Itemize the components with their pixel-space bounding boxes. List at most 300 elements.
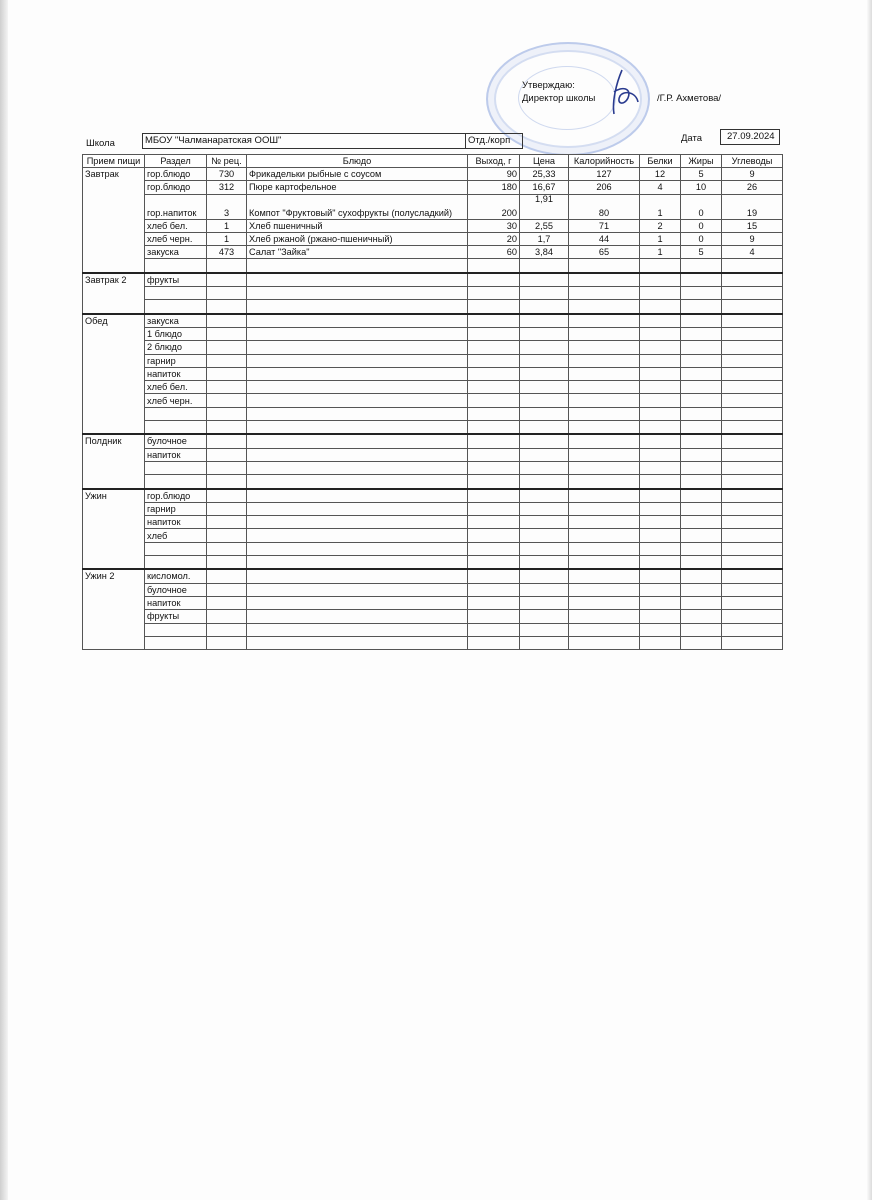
- cell-carbs: [722, 489, 783, 503]
- cell-price: [520, 381, 569, 394]
- cell-weight: [468, 354, 520, 367]
- cell-fat: 0: [681, 219, 722, 232]
- cell-protein: [640, 516, 681, 529]
- cell-recipe: [207, 475, 247, 489]
- meal-name: Ужин 2: [83, 569, 145, 649]
- cell-protein: 1: [640, 232, 681, 245]
- cell-recipe: [207, 569, 247, 583]
- cell-fat: [681, 287, 722, 300]
- cell-weight: [468, 407, 520, 420]
- cell-price: [520, 367, 569, 380]
- cell-fat: [681, 381, 722, 394]
- cell-weight: [468, 542, 520, 555]
- cell-empty: [520, 259, 569, 273]
- cell-kcal: [569, 273, 640, 287]
- cell-recipe: [207, 421, 247, 435]
- cell-carbs: [722, 367, 783, 380]
- cell-price: [520, 421, 569, 435]
- column-header: Жиры: [681, 155, 722, 168]
- cell-dish: [247, 596, 468, 609]
- cell-section: хлеб бел.: [145, 381, 207, 394]
- cell-weight: [468, 596, 520, 609]
- cell-carbs: [722, 273, 783, 287]
- cell-price: [520, 341, 569, 354]
- cell-dish: [247, 448, 468, 461]
- table-row: [83, 461, 783, 474]
- cell-fat: [681, 273, 722, 287]
- cell-kcal: [569, 489, 640, 503]
- cell-recipe: [207, 489, 247, 503]
- cell-kcal: [569, 529, 640, 542]
- cell-dish: [247, 354, 468, 367]
- cell-protein: [640, 610, 681, 623]
- cell-recipe: [207, 448, 247, 461]
- cell-price-value: 1,91: [535, 194, 553, 204]
- cell-fat: 0: [681, 194, 722, 219]
- cell-weight: [468, 529, 520, 542]
- cell-price: [520, 461, 569, 474]
- cell-weight: [468, 273, 520, 287]
- cell-dish: [247, 542, 468, 555]
- cell-recipe: [207, 381, 247, 394]
- table-row: [83, 556, 783, 570]
- cell-kcal: [569, 421, 640, 435]
- cell-protein: [640, 394, 681, 407]
- cell-protein: [640, 434, 681, 448]
- cell-section: 2 блюдо: [145, 341, 207, 354]
- cell-fat: [681, 489, 722, 503]
- cell-weight: [468, 381, 520, 394]
- cell-dish: Компот "Фруктовый" сухофрукты (полусладкий): [247, 194, 468, 219]
- cell-carbs: [722, 300, 783, 314]
- cell-recipe: [207, 636, 247, 649]
- cell-protein: [640, 287, 681, 300]
- cell-protein: [640, 300, 681, 314]
- cell-protein: [640, 596, 681, 609]
- cell-recipe: [207, 354, 247, 367]
- cell-recipe: 730: [207, 168, 247, 181]
- cell-section: [145, 623, 207, 636]
- column-header: Углеводы: [722, 155, 783, 168]
- cell-carbs: [722, 448, 783, 461]
- dept-field: [465, 133, 523, 149]
- cell-protein: [640, 421, 681, 435]
- cell-weight: [468, 489, 520, 503]
- cell-kcal: [569, 502, 640, 515]
- cell-section: напиток: [145, 448, 207, 461]
- table-row: [83, 489, 783, 503]
- cell-carbs: 26: [722, 181, 783, 194]
- cell-section: гор.блюдо: [145, 181, 207, 194]
- cell-recipe: [207, 556, 247, 570]
- cell-price: [520, 273, 569, 287]
- cell-dish: Пюре картофельное: [247, 181, 468, 194]
- cell-kcal: [569, 516, 640, 529]
- cell-recipe: 3: [207, 194, 247, 219]
- cell-protein: [640, 314, 681, 328]
- cell-section: гарнир: [145, 502, 207, 515]
- cell-price: [520, 314, 569, 328]
- cell-fat: [681, 421, 722, 435]
- cell-section: булочное: [145, 434, 207, 448]
- cell-kcal: [569, 327, 640, 340]
- table-row: [83, 314, 783, 328]
- table-row: [83, 181, 783, 194]
- cell-carbs: [722, 542, 783, 555]
- cell-dish: Фрикадельки рыбные с соусом: [247, 168, 468, 181]
- cell-dish: [247, 407, 468, 420]
- cell-carbs: [722, 610, 783, 623]
- cell-kcal: [569, 448, 640, 461]
- cell-recipe: [207, 516, 247, 529]
- cell-section: закуска: [145, 314, 207, 328]
- cell-section: фрукты: [145, 273, 207, 287]
- cell-dish: Хлеб пшеничный: [247, 219, 468, 232]
- cell-kcal: 80: [569, 194, 640, 219]
- cell-price: [520, 448, 569, 461]
- cell-carbs: [722, 287, 783, 300]
- cell-empty: [207, 259, 247, 273]
- cell-dish: [247, 314, 468, 328]
- cell-dish: [247, 475, 468, 489]
- cell-carbs: [722, 623, 783, 636]
- cell-price: [520, 529, 569, 542]
- cell-carbs: 9: [722, 232, 783, 245]
- cell-carbs: [722, 636, 783, 649]
- meal-name: Завтрак 2: [83, 273, 145, 314]
- cell-kcal: [569, 556, 640, 570]
- cell-carbs: 15: [722, 219, 783, 232]
- table-row: [83, 529, 783, 542]
- cell-dish: [247, 583, 468, 596]
- cell-fat: [681, 529, 722, 542]
- menu-table: [82, 154, 783, 650]
- table-row: [83, 596, 783, 609]
- cell-weight: [468, 367, 520, 380]
- cell-weight: [468, 394, 520, 407]
- school-value: МБОУ "Чалманаратская ООШ": [145, 135, 282, 146]
- cell-dish: [247, 569, 468, 583]
- cell-weight: [468, 327, 520, 340]
- table-row: [83, 246, 783, 259]
- cell-kcal: [569, 610, 640, 623]
- cell-fat: [681, 341, 722, 354]
- table-row: [83, 475, 783, 489]
- cell-weight: [468, 556, 520, 570]
- cell-section: [145, 556, 207, 570]
- cell-weight: [468, 314, 520, 328]
- cell-section: напиток: [145, 367, 207, 380]
- cell-price: [520, 194, 569, 219]
- cell-section: кисломол.: [145, 569, 207, 583]
- cell-fat: [681, 596, 722, 609]
- cell-dish: [247, 367, 468, 380]
- column-header: Прием пищи: [83, 155, 145, 168]
- cell-section: закуска: [145, 246, 207, 259]
- meal-name: Завтрак: [83, 168, 145, 273]
- table-row: [83, 448, 783, 461]
- cell-carbs: [722, 475, 783, 489]
- cell-fat: [681, 583, 722, 596]
- cell-price: [520, 327, 569, 340]
- cell-fat: [681, 502, 722, 515]
- cell-weight: [468, 341, 520, 354]
- cell-fat: [681, 448, 722, 461]
- cell-weight: [468, 434, 520, 448]
- cell-kcal: [569, 300, 640, 314]
- cell-carbs: [722, 583, 783, 596]
- cell-price: 25,33: [520, 168, 569, 181]
- table-row: [83, 367, 783, 380]
- cell-fat: [681, 327, 722, 340]
- cell-price: 3,84: [520, 246, 569, 259]
- cell-section: хлеб черн.: [145, 394, 207, 407]
- cell-carbs: [722, 394, 783, 407]
- cell-recipe: 312: [207, 181, 247, 194]
- column-header: Белки: [640, 155, 681, 168]
- dept-label: Отд./корп: [468, 135, 511, 146]
- cell-protein: [640, 407, 681, 420]
- cell-price: [520, 569, 569, 583]
- cell-carbs: [722, 529, 783, 542]
- cell-section: хлеб: [145, 529, 207, 542]
- cell-dish: [247, 327, 468, 340]
- cell-dish: [247, 461, 468, 474]
- cell-section: хлеб бел.: [145, 219, 207, 232]
- date-value: 27.09.2024: [727, 131, 775, 142]
- cell-protein: [640, 448, 681, 461]
- cell-section: гор.блюдо: [145, 168, 207, 181]
- meal-name: Полдник: [83, 434, 145, 488]
- cell-dish: [247, 502, 468, 515]
- cell-weight: [468, 583, 520, 596]
- cell-fat: [681, 461, 722, 474]
- cell-recipe: [207, 367, 247, 380]
- cell-recipe: [207, 407, 247, 420]
- cell-price: [520, 434, 569, 448]
- table-row: [83, 502, 783, 515]
- cell-protein: [640, 341, 681, 354]
- cell-kcal: [569, 542, 640, 555]
- cell-carbs: 9: [722, 168, 783, 181]
- table-row: [83, 327, 783, 340]
- column-header: Выход, г: [468, 155, 520, 168]
- cell-price: [520, 623, 569, 636]
- meal-name: Обед: [83, 314, 145, 435]
- cell-price: [520, 596, 569, 609]
- cell-kcal: [569, 623, 640, 636]
- cell-section: гор.напиток: [145, 194, 207, 219]
- cell-fat: [681, 516, 722, 529]
- cell-protein: 12: [640, 168, 681, 181]
- cell-empty: [722, 259, 783, 273]
- cell-dish: [247, 273, 468, 287]
- cell-fat: [681, 300, 722, 314]
- cell-section: [145, 475, 207, 489]
- cell-kcal: [569, 636, 640, 649]
- cell-fat: [681, 367, 722, 380]
- cell-protein: [640, 623, 681, 636]
- cell-kcal: [569, 434, 640, 448]
- cell-section: булочное: [145, 583, 207, 596]
- column-header: Блюдо: [247, 155, 468, 168]
- cell-weight: [468, 287, 520, 300]
- cell-fat: [681, 623, 722, 636]
- table-row: [83, 623, 783, 636]
- cell-carbs: [722, 461, 783, 474]
- cell-fat: [681, 434, 722, 448]
- cell-kcal: [569, 407, 640, 420]
- cell-kcal: 65: [569, 246, 640, 259]
- cell-section: гор.блюдо: [145, 489, 207, 503]
- cell-protein: [640, 475, 681, 489]
- table-row: [83, 636, 783, 649]
- cell-protein: [640, 367, 681, 380]
- date-field: [720, 129, 780, 145]
- cell-section: [145, 407, 207, 420]
- cell-protein: [640, 461, 681, 474]
- cell-section: [145, 421, 207, 435]
- date-label: Дата: [681, 133, 703, 144]
- cell-recipe: [207, 327, 247, 340]
- cell-recipe: [207, 300, 247, 314]
- cell-price: [520, 542, 569, 555]
- cell-weight: 30: [468, 219, 520, 232]
- cell-recipe: [207, 434, 247, 448]
- cell-recipe: 1: [207, 232, 247, 245]
- table-row: [83, 219, 783, 232]
- cell-kcal: [569, 475, 640, 489]
- cell-dish: [247, 341, 468, 354]
- cell-fat: 0: [681, 232, 722, 245]
- cell-dish: [247, 636, 468, 649]
- table-row: [83, 194, 783, 219]
- column-header: Раздел: [145, 155, 207, 168]
- cell-fat: 5: [681, 168, 722, 181]
- table-row: [83, 610, 783, 623]
- cell-recipe: [207, 529, 247, 542]
- cell-fat: [681, 542, 722, 555]
- cell-price: [520, 583, 569, 596]
- table-row-blank: [83, 259, 783, 273]
- cell-section: [145, 461, 207, 474]
- cell-section: фрукты: [145, 610, 207, 623]
- column-header: № рец.: [207, 155, 247, 168]
- cell-kcal: [569, 341, 640, 354]
- cell-protein: [640, 529, 681, 542]
- cell-price: [520, 354, 569, 367]
- cell-fat: [681, 475, 722, 489]
- cell-price: [520, 407, 569, 420]
- approval-line1: Утверждаю:: [522, 80, 575, 91]
- column-header: Цена: [520, 155, 569, 168]
- cell-dish: [247, 623, 468, 636]
- cell-weight: [468, 623, 520, 636]
- cell-carbs: [722, 327, 783, 340]
- cell-price: [520, 610, 569, 623]
- cell-protein: 1: [640, 246, 681, 259]
- cell-protein: [640, 354, 681, 367]
- cell-fat: 10: [681, 181, 722, 194]
- cell-protein: 4: [640, 181, 681, 194]
- table-row: [83, 232, 783, 245]
- table-row: [83, 381, 783, 394]
- cell-dish: [247, 421, 468, 435]
- meal-name: Ужин: [83, 489, 145, 570]
- cell-fat: 5: [681, 246, 722, 259]
- cell-protein: [640, 542, 681, 555]
- cell-recipe: [207, 314, 247, 328]
- school-label: Школа: [86, 138, 115, 149]
- cell-section: [145, 636, 207, 649]
- cell-carbs: [722, 596, 783, 609]
- scan-right-edge: [867, 0, 872, 1200]
- cell-carbs: 4: [722, 246, 783, 259]
- cell-fat: [681, 556, 722, 570]
- cell-dish: [247, 529, 468, 542]
- cell-empty: [640, 259, 681, 273]
- cell-price: [520, 287, 569, 300]
- table-row: [83, 300, 783, 314]
- cell-recipe: [207, 610, 247, 623]
- cell-dish: [247, 610, 468, 623]
- cell-price: 2,55: [520, 219, 569, 232]
- cell-weight: [468, 448, 520, 461]
- cell-section: [145, 300, 207, 314]
- cell-protein: [640, 327, 681, 340]
- signature-icon: [592, 62, 652, 122]
- table-row: [83, 542, 783, 555]
- cell-section: гарнир: [145, 354, 207, 367]
- cell-empty: [468, 259, 520, 273]
- cell-kcal: 127: [569, 168, 640, 181]
- cell-carbs: [722, 434, 783, 448]
- cell-price: [520, 300, 569, 314]
- cell-kcal: [569, 569, 640, 583]
- cell-price: 1,7: [520, 232, 569, 245]
- cell-empty: [247, 259, 468, 273]
- cell-protein: 1: [640, 194, 681, 219]
- cell-weight: [468, 461, 520, 474]
- cell-fat: [681, 407, 722, 420]
- table-row: [83, 407, 783, 420]
- director-name: /Г.Р. Ахметова/: [657, 93, 722, 104]
- cell-protein: [640, 556, 681, 570]
- cell-dish: [247, 516, 468, 529]
- cell-fat: [681, 394, 722, 407]
- cell-kcal: [569, 287, 640, 300]
- cell-weight: 20: [468, 232, 520, 245]
- table-row: [83, 583, 783, 596]
- cell-protein: [640, 636, 681, 649]
- cell-price: 16,67: [520, 181, 569, 194]
- cell-weight: [468, 516, 520, 529]
- cell-carbs: 19: [722, 194, 783, 219]
- cell-dish: [247, 394, 468, 407]
- table-row: [83, 434, 783, 448]
- cell-kcal: [569, 461, 640, 474]
- cell-dish: [247, 434, 468, 448]
- cell-price: [520, 502, 569, 515]
- table-row: [83, 168, 783, 181]
- cell-recipe: [207, 542, 247, 555]
- table-header-row: [83, 155, 783, 168]
- cell-kcal: 44: [569, 232, 640, 245]
- cell-section: напиток: [145, 516, 207, 529]
- cell-section: [145, 542, 207, 555]
- cell-kcal: 71: [569, 219, 640, 232]
- scan-left-edge: [0, 0, 8, 1200]
